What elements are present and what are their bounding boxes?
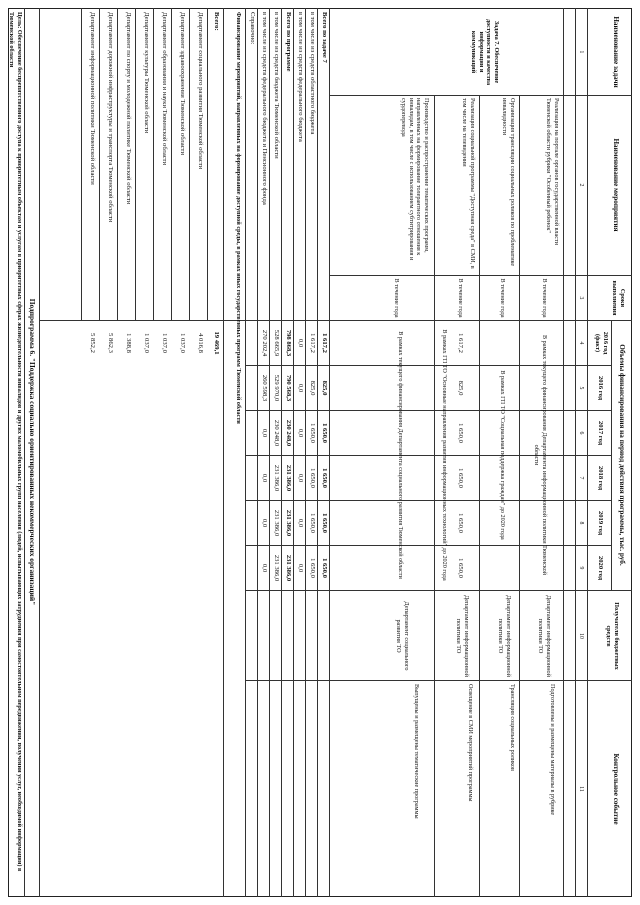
grid-line	[305, 8, 306, 897]
col-num: 2	[578, 183, 584, 187]
federal-total: 0,0	[261, 563, 268, 573]
programme-total: 231 386,0	[285, 554, 292, 582]
task7-incl-federal: 0,0	[297, 518, 304, 528]
v2016-3: 1 617,2	[457, 333, 464, 353]
task7-incl-federal-label: в том числе из средств федерального бюджета	[297, 12, 304, 142]
task7-total: 1 650,0	[321, 558, 328, 578]
header-2017: 2017 год	[597, 420, 604, 446]
task7-title: Задача 7. Обеспечение доступности и качества информации и коммуникаций	[470, 18, 500, 86]
federal-total: 270 202,4	[261, 329, 268, 357]
task7-incl-federal: 0,0	[297, 338, 304, 348]
task7-incl-region: 1 617,2	[309, 333, 316, 353]
reference-label: Справочно:	[249, 12, 256, 45]
federal-label: в том числе из средств федерального бюджета и Пенсионного фонда	[261, 12, 268, 205]
col-num: 10	[578, 633, 584, 639]
header-2018: 2018 год	[597, 465, 604, 491]
v2018-3: 1 650,0	[457, 468, 464, 488]
term-4: В течение года	[393, 278, 400, 318]
grid-line	[479, 95, 480, 897]
regional-total: 231 386,0	[273, 464, 280, 492]
grid-line	[434, 95, 435, 897]
grid-line	[563, 8, 564, 897]
reference-value: 1 037,0	[179, 333, 186, 353]
grid-line	[330, 275, 632, 276]
control-1: Подготовлены и размещены материалы в рубрике	[549, 684, 556, 816]
col-num: 6	[578, 431, 584, 435]
col-num: 9	[578, 566, 584, 570]
header-task: Наименование задачи	[612, 16, 620, 88]
reference-value: 1 037,0	[143, 333, 150, 353]
federal-total: 0,0	[261, 428, 268, 438]
grid-line	[153, 8, 154, 320]
header-2019: 2019 год	[597, 510, 604, 536]
grid-line	[245, 8, 246, 897]
header-2016-fact: 2016 год (факт)	[594, 331, 609, 355]
grid-line	[117, 8, 118, 320]
programme-total-label: Всего по программе	[285, 12, 292, 72]
task7-incl-federal: 0,0	[297, 473, 304, 483]
reference-item: Департамент образования и науки Тюменской области	[161, 12, 168, 166]
task7-total: 825,0	[321, 380, 328, 396]
regional-label: в том числе из средств бюджета Тюменской области	[273, 12, 280, 159]
programme-total: 790 568,3	[285, 374, 292, 402]
header-control: Контрольное событие	[612, 753, 620, 825]
task7-incl-region: 825,0	[309, 380, 316, 396]
header-2020: 2020 год	[597, 555, 604, 581]
recipient-2: Департамент информационной политики ТО	[497, 595, 512, 677]
reference-item: Департамент по спорту и молодежной политике Тюменской области	[125, 12, 132, 205]
regional-total: 231 386,0	[273, 554, 280, 582]
grid-line	[246, 365, 612, 366]
task7-incl-region: 1 650,0	[309, 513, 316, 533]
grid-line	[246, 680, 632, 681]
regional-total: 529 970,0	[273, 374, 280, 402]
task7-incl-region: 1 650,0	[309, 468, 316, 488]
event-4: Производство и распространение тематических программ, направленных на формирование толерантного отношения к инвалидам, в том числе с использованием субтитрирования и сурдоперевода	[400, 98, 430, 261]
header-2016: 2016 год	[597, 375, 604, 401]
col-num: 4	[578, 341, 584, 345]
col-num: 11	[578, 786, 584, 792]
reference-item: Департамент культуры Тюменской области	[143, 12, 150, 134]
v2016b-3: 825,0	[457, 380, 464, 396]
task7-total: 1 650,0	[321, 468, 328, 488]
header-recipient: Получатели бюджетных средств	[605, 602, 620, 670]
event-2: Организация трансляции социальных роликов по проблематике инвалидности	[501, 98, 516, 267]
programme-total: 798 868,3	[285, 329, 292, 357]
federal-total: 260 598,3	[261, 374, 268, 402]
grid-line	[207, 8, 208, 320]
federal-total: 0,0	[261, 473, 268, 483]
grid-line	[281, 8, 282, 897]
reference-item: Департамент социального развития Тюменской области	[197, 12, 204, 170]
grid-line	[519, 95, 520, 897]
grid-line	[40, 320, 246, 321]
reference-total: 19 469,1	[213, 331, 220, 355]
grid-line	[246, 410, 612, 411]
regional-total: 528 665,9	[273, 329, 280, 357]
control-3: Освещение в СМИ мероприятий программы	[467, 684, 474, 802]
recipient-3: Департамент информационной политики ТО	[455, 595, 470, 677]
grid-line	[39, 8, 40, 897]
task7-total: 1 650,0	[321, 423, 328, 443]
grid-line	[587, 8, 588, 897]
grid-line	[246, 320, 632, 321]
col-num: 7	[578, 476, 584, 480]
regional-total: 230 248,0	[273, 419, 280, 447]
regional-total: 231 386,0	[273, 509, 280, 537]
grid-line	[223, 8, 224, 897]
note-3: В рамках ГП ТО "Основные направления развития информационных технологий" до 2020 года	[441, 329, 448, 581]
task7-total: 1 617,2	[321, 333, 328, 353]
term-1: В течение года	[541, 278, 548, 318]
task7-incl-region: 1 650,0	[309, 558, 316, 578]
grid-line	[330, 95, 632, 96]
reference-value: 5 862,3	[107, 333, 114, 353]
event-1: Реализация на портале органов государственной власти Тюменской области рубрики "Особенный ребенок"	[545, 98, 560, 245]
task7-total: 1 650,0	[321, 513, 328, 533]
task7-total-label: Всего по задаче 7	[321, 12, 328, 63]
grid-line	[317, 8, 318, 897]
reference-value: 5 852,2	[89, 333, 96, 353]
grid-line	[246, 545, 612, 546]
grid-line	[246, 500, 612, 501]
note-4: В рамках текущего финансирования Департамента социального развития Тюменской области	[397, 331, 404, 579]
task7-incl-federal: 0,0	[297, 383, 304, 393]
v2017-3: 1 650,0	[457, 423, 464, 443]
term-3: В течение года	[457, 278, 464, 318]
grid-line	[171, 8, 172, 320]
reference-intro: Финансирование мероприятий, направленных на формирование доступной среды, в рамках иных государственных программ Тюменской области	[235, 12, 242, 424]
grid-line	[135, 8, 136, 320]
term-2: В течение года	[499, 278, 506, 318]
task7-incl-region: 1 650,0	[309, 423, 316, 443]
grid-line	[99, 8, 100, 320]
col-num: 5	[578, 386, 584, 390]
reference-value: 1 037,0	[161, 333, 168, 353]
grid-line	[246, 590, 632, 591]
programme-total: 231 386,0	[285, 509, 292, 537]
task7-incl-region-label: в том числе из средств областного бюджета	[309, 12, 316, 135]
task7-incl-federal: 0,0	[297, 428, 304, 438]
reference-item: Департамент информационной политики Тюменской области	[89, 12, 96, 185]
control-4: Выпущены и размещены тематические программы	[413, 684, 420, 819]
subprogram-goal: Цель: Обеспечение беспрепятственного доступа к приоритетным объектам и услугам в приоритетных сферах жизнедеятельности инвалидов и других маломобильных групп населения (людей, испытывающих затруднения при самостоятельном передвижении, получении услуг, необходимой информации) в Тюменской области	[8, 12, 23, 872]
grid-line	[246, 455, 612, 456]
col-num: 8	[578, 521, 584, 525]
grid-line	[81, 8, 82, 320]
col-num: 1	[578, 50, 584, 54]
grid-line	[329, 8, 330, 897]
v2019-3: 1 650,0	[457, 513, 464, 533]
federal-total: 0,0	[261, 518, 268, 528]
grid-line	[257, 8, 258, 897]
task7-incl-federal: 0,0	[297, 563, 304, 573]
grid-line	[575, 8, 576, 897]
event-3: Реализация социальной программы "Доступная среда" в СМИ, в том числе на телевидении	[461, 98, 476, 269]
grid-line	[293, 8, 294, 897]
note-2: В рамках ГП ТО "Социальная поддержка граждан" до 2020 года	[499, 370, 506, 540]
header-term: Сроки выполнения	[611, 280, 626, 316]
header-financing: Объемы финансирования на период действия программы, тыс. руб.	[618, 344, 626, 566]
grid-line	[189, 8, 190, 320]
col-num: 3	[578, 296, 584, 300]
reference-value: 1 388,8	[125, 333, 132, 353]
reference-total-label: Всего:	[213, 12, 220, 31]
reference-value: 4 016,8	[197, 333, 204, 353]
header-event: Наименование мероприятия	[612, 138, 620, 232]
programme-total: 230 248,0	[285, 419, 292, 447]
subprogram-title: Подпрограмма 6. "Поддержка социально ориентированных некоммерческих организаций"	[28, 298, 37, 606]
programme-total: 231 386,0	[285, 464, 292, 492]
grid-line	[269, 8, 270, 897]
grid-line	[24, 8, 25, 897]
v2020-3: 1 650,0	[457, 558, 464, 578]
control-2: Трансляция социальных роликов	[509, 684, 516, 771]
note-1: В рамках текущего финансирования Департамента информационной политики Тюменской области	[533, 334, 548, 575]
reference-item: Департамент дорожной инфраструктуры и транспорта Тюменской области	[107, 12, 114, 223]
recipient-1: Департамент информационной политики ТО	[537, 595, 552, 677]
recipient-4: Департамент социального развития ТО	[395, 601, 410, 671]
reference-item: Департамент здравоохранения Тюменской области	[179, 12, 186, 155]
grid-line	[611, 320, 612, 590]
